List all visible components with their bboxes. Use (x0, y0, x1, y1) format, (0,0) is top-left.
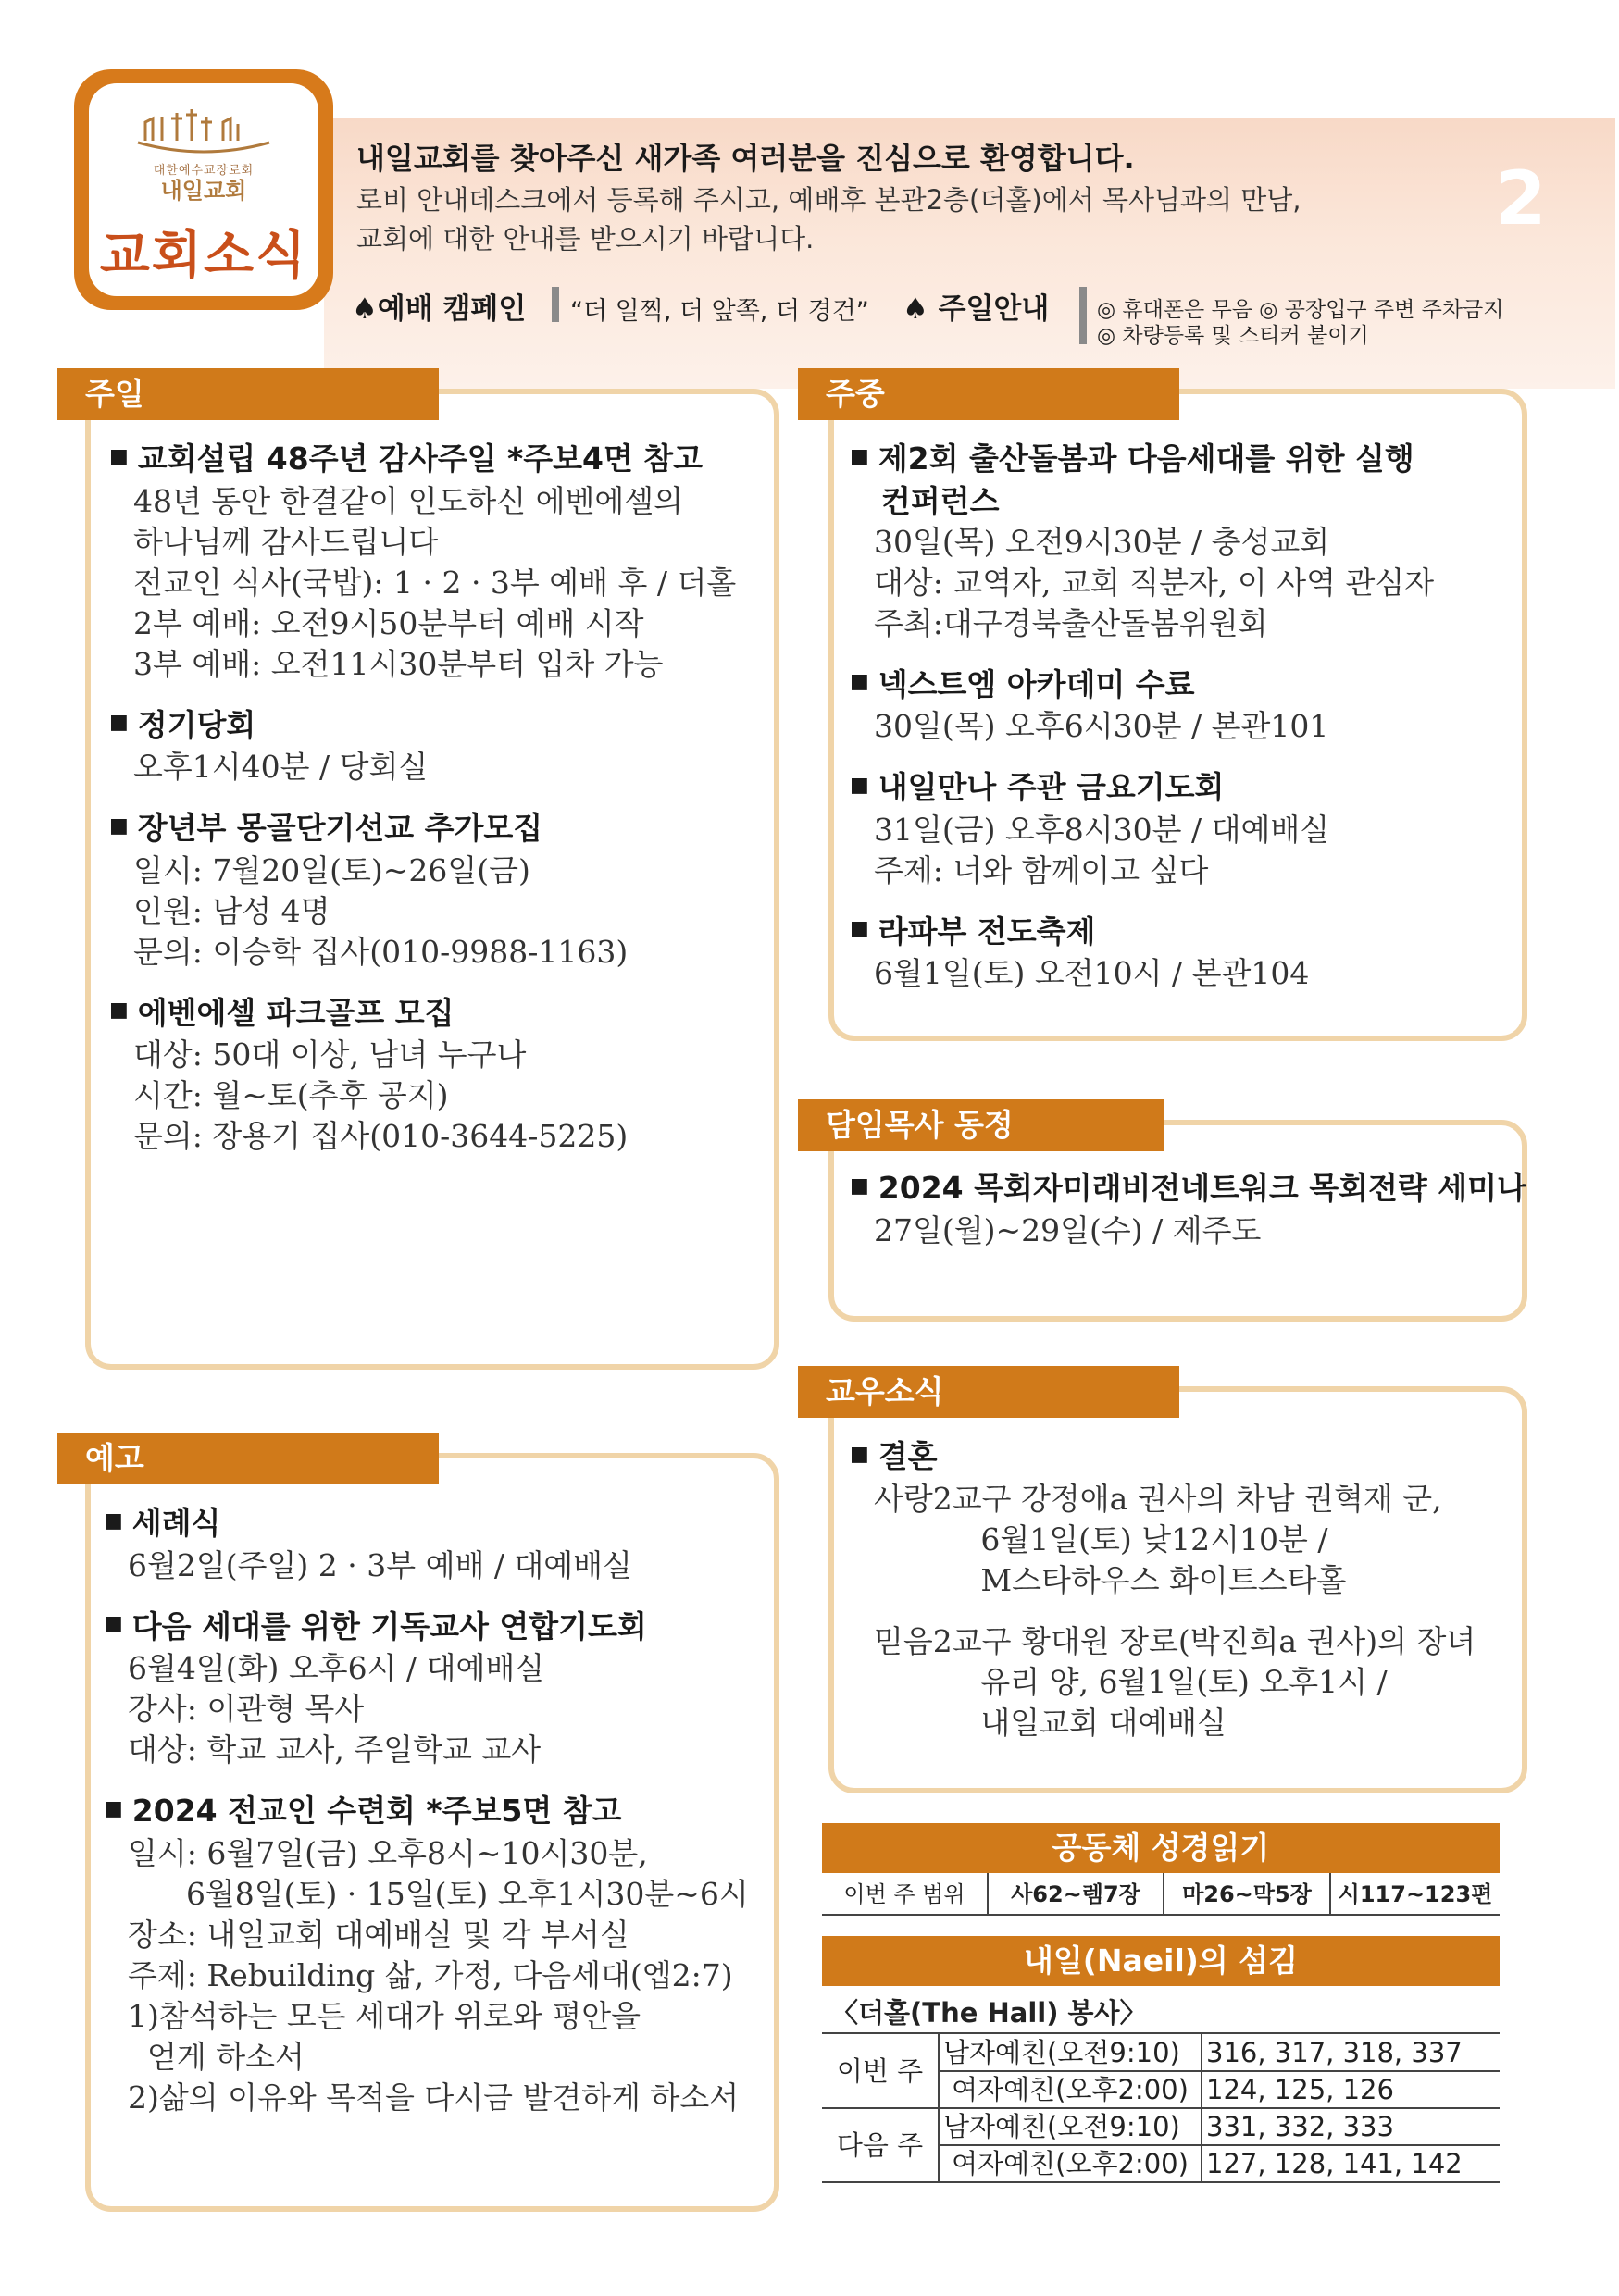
page-number: 2 (1495, 155, 1547, 242)
members-section-tab: 교우소식 (798, 1366, 1179, 1418)
divider (1079, 287, 1087, 344)
news-item-line: 대상: 교역자, 교회 직분자, 이 사역 관심자 (874, 564, 1435, 601)
service-title: 내일(Naeil)의 섬김 (822, 1936, 1500, 1986)
square-bullet-icon: ■ (104, 1508, 123, 1533)
news-item-line: 2부 예배: 오전9시50분부터 예배 시작 (133, 604, 644, 641)
news-item-line: 시간: 월~토(추후 공지) (133, 1077, 449, 1113)
notice-section-tab: 예고 (57, 1433, 439, 1484)
item-gap (850, 1601, 1476, 1621)
news-item-title-text: 2024 전교인 수련회 *주보5면 참고 (131, 1793, 622, 1829)
item-gap (109, 973, 736, 993)
news-item-line: 6월1일(토) 낮12시10분 / (874, 1520, 1328, 1558)
square-bullet-icon: ■ (109, 813, 129, 838)
item-gap (850, 891, 1434, 912)
sunday-section-content (109, 439, 736, 1157)
news-item-title (850, 1168, 1526, 1210)
news-item-title-text: 세례식 (131, 1505, 221, 1541)
news-item-line: 6월8일(토) · 15일(토) 오후1시30분~6시 (128, 1875, 749, 1912)
news-item-title-text: 다음 세대를 위한 기독교사 연합기도회 (131, 1607, 647, 1644)
news-item-line: 1)참석하는 모든 세대가 위로와 평안을 (128, 1997, 641, 2034)
campaign-text: “더 일찍, 더 앞쪽, 더 경건” (570, 297, 869, 326)
sunday-guide-line: ◎ 차량등록 및 스티커 붙이기 (1097, 324, 1369, 348)
welcome-title: 내일교회를 찾아주신 새가족 여러분을 진심으로 환영합니다. (356, 141, 1135, 176)
bible-cell: 시117~123편 (1338, 1881, 1493, 1907)
news-item-title (109, 808, 736, 850)
item-gap (109, 788, 736, 808)
news-item-line: 주최:대구경북출산돌봄위원회 (874, 604, 1268, 641)
weekday-section-content (850, 439, 1434, 994)
campaign-label: ♠예배 캠페인 (352, 292, 527, 326)
numbers-cell: 331, 332, 333 (1202, 2108, 1500, 2145)
news-item-line: 문의: 장용기 집사(010-3644-5225) (133, 1118, 629, 1154)
table-row (822, 2034, 1500, 2071)
news-item-line: 대상: 학교 교사, 주일학교 교사 (128, 1731, 542, 1768)
pastor-section-tab: 담임목사 동정 (798, 1099, 1164, 1151)
news-item-line: 27일(월)~29일(수) / 제주도 (874, 1211, 1262, 1248)
square-bullet-icon: ■ (109, 711, 129, 734)
news-item-title (850, 664, 1434, 707)
news-item-line: 오후1시40분 / 당회실 (133, 749, 429, 785)
news-item-line: 30일(목) 오후6시30분 / 본관101 (874, 708, 1329, 744)
logo-denomination: 대한예수교장로회 (153, 164, 255, 178)
news-item-line: 31일(금) 오후8시30분 / 대예배실 (874, 811, 1330, 848)
news-item-title (104, 1791, 749, 1833)
service-table (822, 2034, 1500, 2183)
item-gap (104, 1586, 749, 1607)
news-item-title (104, 1607, 749, 1649)
news-item-line: 주제: 너와 함께이고 싶다 (874, 851, 1209, 888)
square-bullet-icon: ■ (104, 1612, 123, 1635)
bible-reading-row (822, 1873, 1500, 1916)
news-item-line: 하나님께 감사드립니다 (133, 523, 439, 560)
news-item-title-text: 장년부 몽골단기선교 추가모집 (137, 810, 543, 846)
item-gap (850, 644, 1434, 664)
item-gap (850, 747, 1434, 767)
welcome-line: 로비 안내데스크에서 등록해 주시고, 예배후 본관2층(더홀)에서 목사님과의 만남, (356, 184, 1301, 216)
numbers-cell: 124, 125, 126 (1202, 2071, 1500, 2108)
news-item-line: 30일(목) 오전9시30분 / 충성교회 (874, 523, 1330, 560)
pastor-section-content (850, 1168, 1526, 1251)
weekday-section-tab: 주중 (798, 368, 1179, 420)
news-item-title-text: 에벤에셀 파크골프 모집 (137, 994, 455, 1031)
news-item-title-text: 내일만나 주관 금요기도회 (878, 769, 1225, 805)
news-item-line: 유리 양, 6월1일(토) 오후1시 / (874, 1663, 1388, 1700)
square-bullet-icon: ■ (109, 444, 129, 468)
page-title: 교회소식 (99, 226, 308, 286)
news-item-line: 내일교회 대예배실 (874, 1704, 1227, 1741)
news-item-line: 6월1일(토) 오전10시 / 본관104 (874, 955, 1310, 991)
news-item-line: 일시: 7월20일(토)~26일(금) (133, 851, 530, 888)
square-bullet-icon: ■ (104, 1796, 123, 1820)
group-cell: 여자예친(오후2:00) (939, 2071, 1202, 2108)
news-item-title (109, 993, 736, 1036)
news-item-title-text: 넥스트엠 아카데미 수료 (878, 665, 1195, 702)
logo-church-name: 내일교회 (160, 178, 247, 204)
group-cell: 남자예친(오전9:10) (939, 2034, 1202, 2071)
news-item-title (104, 1503, 749, 1545)
bible-reading-title: 공동체 성경읽기 (822, 1823, 1500, 1873)
sunday-guide-label: ♠ 주일안내 (903, 292, 1050, 326)
service-subtitle: 〈더홀(The Hall) 봉사〉 (822, 1992, 1500, 2034)
news-item-title-text: 라파부 전도축제 (878, 912, 1096, 949)
bible-cell: 마26~막5장 (1164, 1873, 1331, 1914)
news-item-line: 6월4일(화) 오후6시 / 대예배실 (128, 1650, 545, 1686)
news-item-line: 전교인 식사(국밥): 1 · 2 · 3부 예배 후 / 더홀 (133, 564, 737, 601)
news-item-line: 48년 동안 한결같이 인도하신 에벤에셀의 (133, 482, 683, 519)
news-item-title-text: 교회설립 48주년 감사주일 *주보4면 참고 (137, 441, 704, 477)
news-item-title-text: 2024 목회자미래비전네트워크 목회전략 세미나 (878, 1170, 1526, 1206)
news-item-line: 강사: 이관형 목사 (128, 1691, 365, 1727)
welcome-line: 교회에 대한 안내를 받으시기 바랍니다. (356, 223, 815, 254)
news-item-title (109, 705, 736, 748)
numbers-cell: 316, 317, 318, 337 (1202, 2034, 1500, 2071)
news-item-line: 6월2일(주일) 2 · 3부 예배 / 대예배실 (128, 1546, 632, 1583)
news-item-line: 믿음2교구 황대원 장로(박진희a 권사)의 장녀 (874, 1622, 1476, 1659)
news-item-line: 얻게 하소서 (128, 2038, 305, 2075)
news-item-line: 일시: 6월7일(금) 오후8시~10시30분, (128, 1834, 648, 1871)
sunday-section-tab: 주일 (57, 368, 439, 420)
notice-section-content (104, 1503, 749, 2118)
square-bullet-icon: ■ (109, 999, 129, 1022)
divider (552, 287, 559, 322)
news-item-line: 주제: Rebuilding 삶, 가정, 다음세대(엡2:7) (128, 1956, 733, 1993)
news-item-line: 사랑2교구 강정애a 권사의 차남 권혁재 군, (874, 1480, 1442, 1517)
group-cell: 여자예친(오후2:00) (939, 2145, 1202, 2182)
bible-cell: 사62~렘7장 (989, 1873, 1164, 1914)
news-item-title-text: 컨퍼런스 (881, 482, 1000, 519)
table-row (822, 2108, 1500, 2145)
item-gap (109, 685, 736, 705)
news-item-line: 3부 예배: 오전11시30분부터 입차 가능 (133, 645, 664, 682)
news-item-line: 문의: 이승학 집사(010-9988-1163) (133, 933, 629, 970)
news-item-title (850, 1436, 1476, 1479)
news-item-title-text: 결혼 (878, 1438, 938, 1474)
square-bullet-icon: ■ (850, 444, 869, 468)
news-item-title (850, 767, 1434, 810)
item-gap (104, 1770, 749, 1791)
news-item-title (850, 912, 1434, 954)
news-item-line: 대상: 50대 이상, 남녀 누구나 (133, 1036, 527, 1073)
news-item-line: 2)삶의 이유와 목적을 다시금 발견하게 하소서 (128, 2079, 740, 2116)
news-item-line: M스타하우스 화이트스타홀 (874, 1561, 1347, 1598)
church-logo-icon (134, 100, 273, 161)
week-cell: 이번 주 (822, 2034, 939, 2108)
square-bullet-icon: ■ (850, 917, 869, 940)
news-item-title-text: 제2회 출산돌봄과 다음세대를 위한 실행 (878, 441, 1414, 477)
news-item-line: 장소: 내일교회 대예배실 및 각 부서실 (128, 1916, 629, 1953)
week-cell: 다음 주 (822, 2108, 939, 2182)
news-item-title (850, 439, 1434, 481)
news-item-line: 인원: 남성 4명 (133, 892, 330, 929)
news-item-title-text: 정기당회 (137, 706, 256, 743)
bible-cell-label: 이번 주 범위 (822, 1873, 989, 1914)
square-bullet-icon: ■ (850, 773, 869, 797)
square-bullet-icon: ■ (850, 1173, 869, 1198)
members-section-content (850, 1436, 1476, 1744)
square-bullet-icon: ■ (850, 670, 869, 693)
sunday-guide-line: ◎ 휴대폰은 무음 ◎ 공장입구 주변 주차금지 (1097, 298, 1504, 322)
numbers-cell: 127, 128, 141, 142 (1202, 2145, 1500, 2182)
group-cell: 남자예친(오전9:10) (939, 2108, 1202, 2145)
news-item-title (109, 439, 736, 481)
square-bullet-icon: ■ (850, 1442, 869, 1466)
